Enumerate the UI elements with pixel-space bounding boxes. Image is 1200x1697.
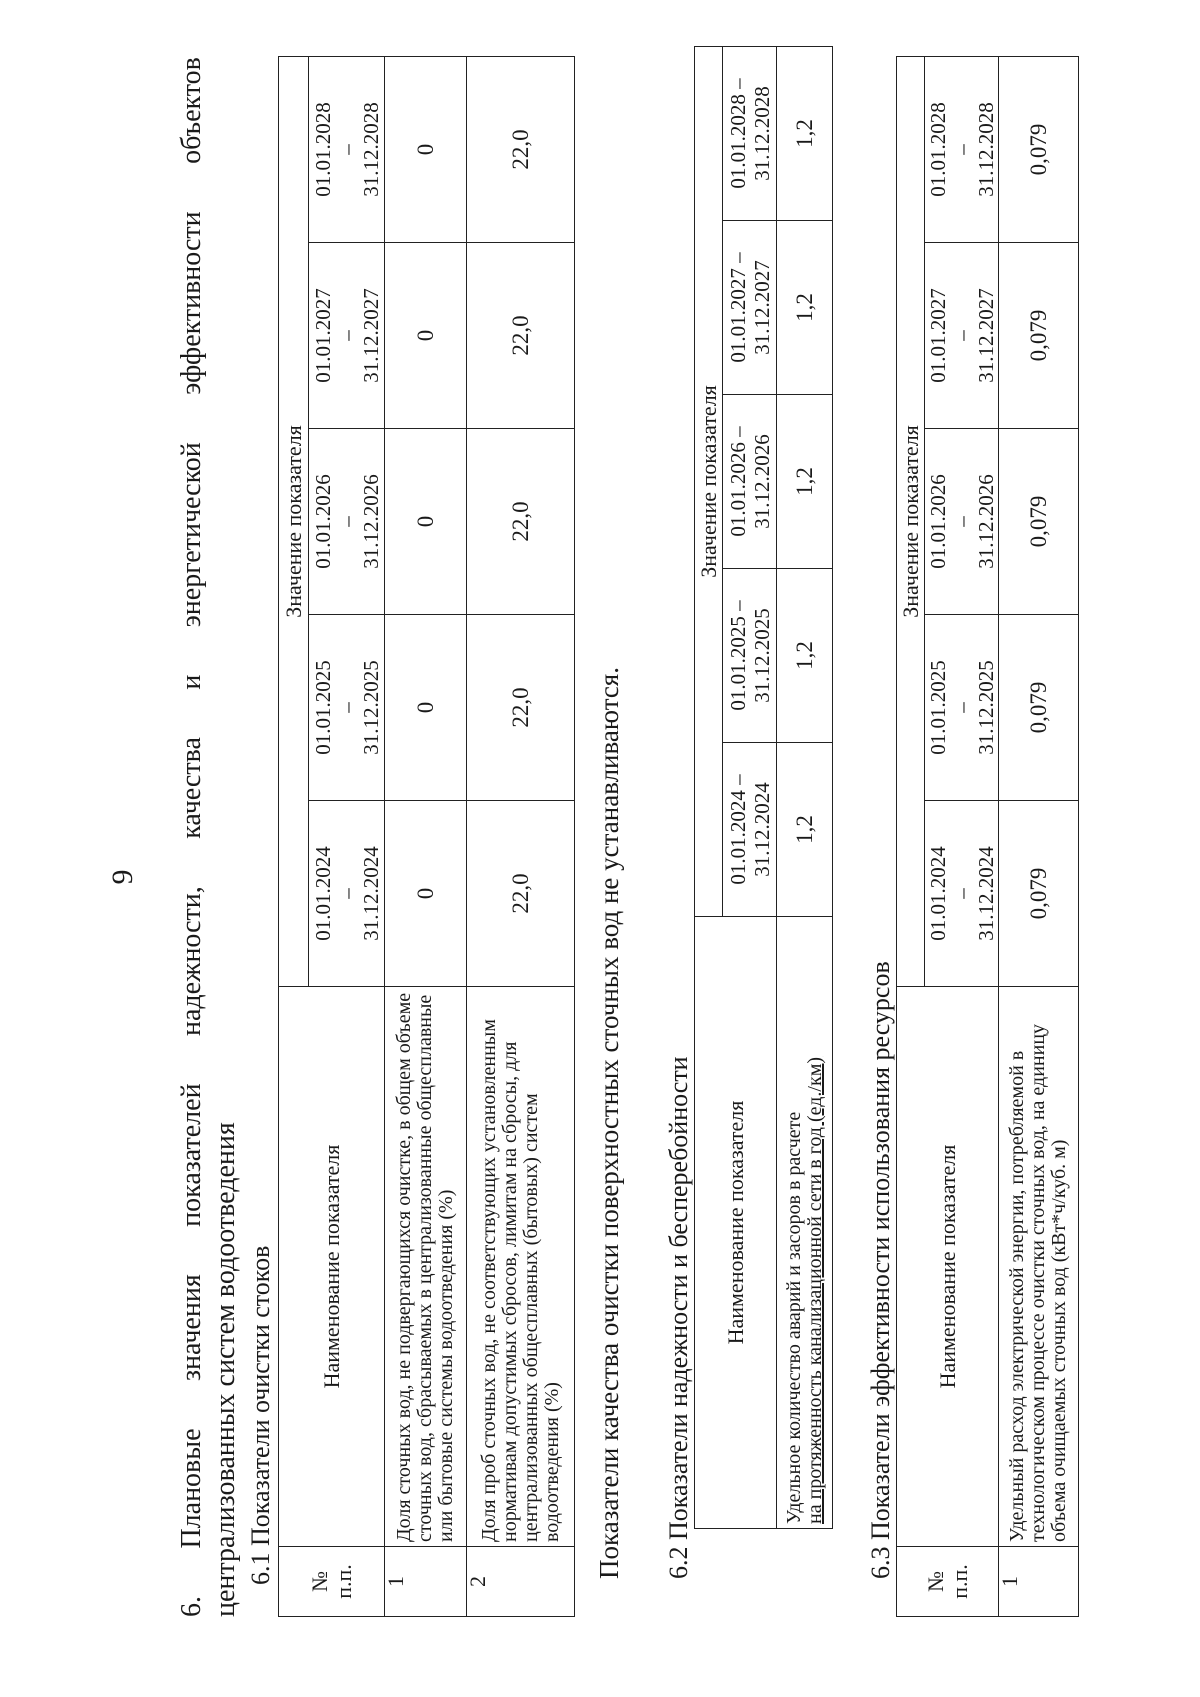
indicator-value: 22,0 [467,801,575,987]
col-header-value-group: Значение показателя [695,46,723,916]
heading-word: качества [176,737,207,839]
row-number: 1 [999,1547,1079,1617]
heading-word: 6. [176,1596,207,1617]
col-header-value-group: Значение показателя [897,56,925,986]
period-header: 01.01.2028 – 31.12.2028 [925,56,999,242]
indicator-value: 22,0 [467,429,575,615]
table-row [999,56,1079,1616]
period-header: 01.01.2025 – 31.12.2025 [925,615,999,801]
period-header: 01.01.2026 – 31.12.2026 [925,429,999,615]
section-heading [176,57,242,1617]
section-6-1-title: 6.1 Показатели очистки стоков [246,1245,275,1585]
indicator-name-line: на протяженность канализационной сети в год (ед./км) [803,1056,826,1524]
section-6-2-title: 6.2 Показатели надежности и бесперебойности [664,1056,693,1579]
table-row [385,56,467,1616]
period-header: 01.01.2028 – 31.12.2028 [309,56,385,242]
period-header: 01.01.2025 – 31.12.2025 [309,615,385,801]
indicator-value: 0,079 [999,243,1079,429]
heading-word: значения [176,1274,207,1382]
table-row [777,46,833,1528]
indicator-value: 0 [385,56,467,242]
period-header: 01.01.2028 – 31.12.2028 [723,46,777,220]
heading-word: эффективности [176,211,207,395]
period-header: 01.01.2025 – 31.12.2025 [723,569,777,743]
indicator-value: 1,2 [777,743,833,917]
row-number: 2 [467,1547,575,1617]
indicator-name-line: Удельное количество аварий и засоров в расчете [782,1111,805,1524]
table-6-3 [896,56,1079,1617]
indicator-value: 0,079 [999,56,1079,242]
period-header: 01.01.2026 – 31.12.2026 [723,395,777,569]
heading-word: показателей [176,1083,207,1227]
indicator-value: 22,0 [467,615,575,801]
table-6-1 [278,56,575,1617]
period-header: 01.01.2027 – 31.12.2027 [925,243,999,429]
indicator-value: 1,2 [777,46,833,220]
indicator-value: 0 [385,429,467,615]
indicator-value: 1,2 [777,569,833,743]
col-header-value-group: Значение показателя [279,56,309,986]
heading-word: Плановые [176,1428,207,1549]
indicator-value: 1,2 [777,395,833,569]
row-number: 1 [385,1547,467,1617]
indicator-value: 0 [385,243,467,429]
col-header-name: Наименование показателя [279,987,385,1547]
indicator-value: 0,079 [999,429,1079,615]
indicator-name: Доля проб сточных вод, не соответствующих установленным нормативам допустимых сбросов, лимитам на сбросы, для централизованных общесплавных (бытовых) систем водоотведения (%) [467,987,575,1547]
indicator-value: 22,0 [467,243,575,429]
heading-line-2: централизованных систем водоотведения [210,1122,241,1617]
indicator-name: Доля сточных вод, не подвергающихся очистке, в общем объеме сточных вод, сбрасываемых в централизованные общесплавные или бытовые системы водоотведения (%) [385,987,467,1547]
heading-word: надежности, [176,886,207,1036]
period-header: 01.01.2024 – 31.12.2024 [309,801,385,987]
col-header-name: Наименование показателя [695,917,777,1529]
col-header-name: Наименование показателя [897,987,999,1547]
page-number: 9 [106,869,139,885]
heading-word: объектов [176,57,207,164]
table-row [467,56,575,1616]
period-header: 01.01.2027 – 31.12.2027 [309,243,385,429]
table-6-2 [694,46,833,1529]
period-header: 01.01.2024 – 31.12.2024 [925,801,999,987]
heading-word: и [176,674,207,690]
heading-word: энергетической [176,442,207,628]
period-header: 01.01.2027 – 31.12.2027 [723,221,777,395]
section-6-3-title: 6.3 Показатели эффективности использования ресурсов [866,961,895,1579]
period-header: 01.01.2026 – 31.12.2026 [309,429,385,615]
period-header: 01.01.2024 – 31.12.2024 [723,743,777,917]
indicator-value: 1,2 [777,221,833,395]
indicator-name: Удельный расход электрической энергии, потребляемой в технологическом процессе очистки сточных вод, на единицу объема очищаемых сточных вод (кВт*ч/куб. м) [999,987,1079,1547]
indicator-value: 0 [385,801,467,987]
indicator-name [777,917,833,1529]
col-header-num: № п.п. [897,1547,999,1617]
indicator-value: 0,079 [999,801,1079,987]
indicator-value: 0,079 [999,615,1079,801]
surface-water-note: Показатели качества очистки поверхностных сточных вод не устанавливаются. [594,667,624,1579]
col-header-num: № п.п. [279,1547,385,1617]
indicator-value: 0 [385,615,467,801]
indicator-value: 22,0 [467,56,575,242]
